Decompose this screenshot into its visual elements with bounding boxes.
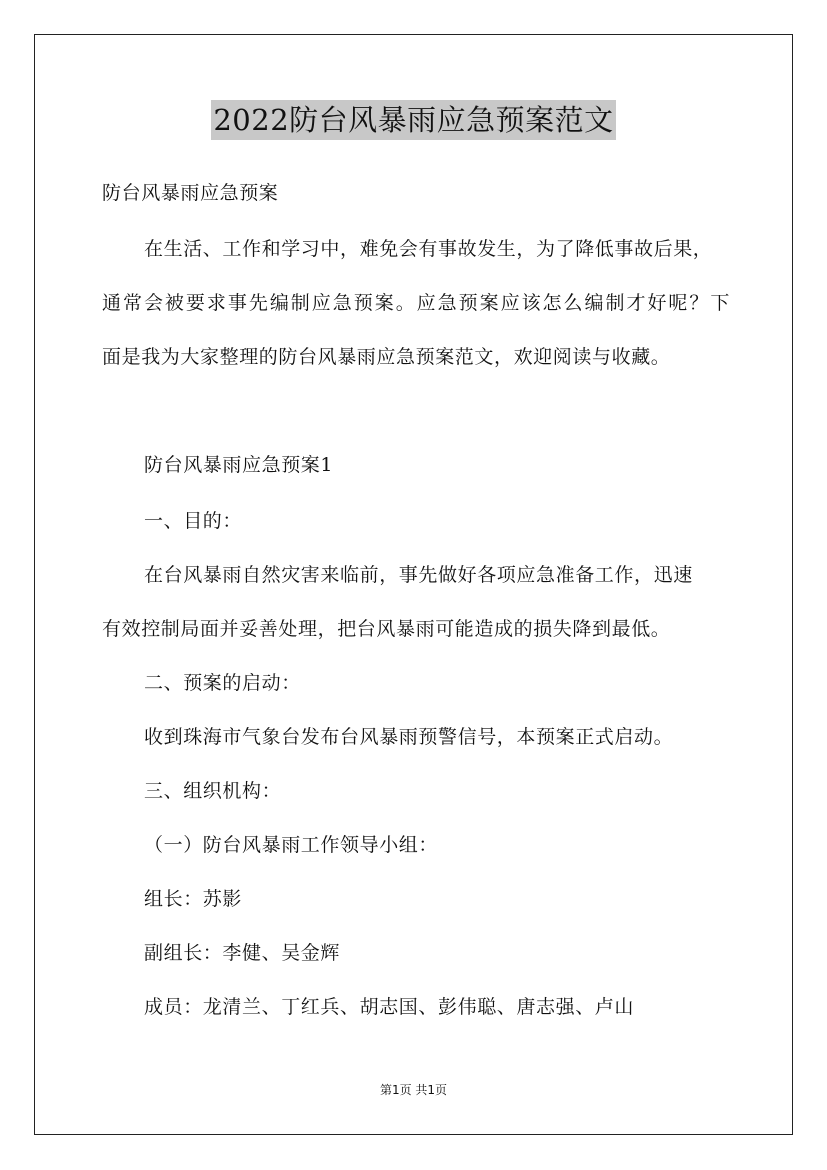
members-line: 成员：龙清兰、丁红兵、胡志国、彭伟聪、唐志强、卢山	[144, 996, 635, 1018]
document-title	[0, 100, 827, 140]
heading-organization: 三、组织机构：	[144, 780, 282, 802]
paragraph-purpose-line-1: 在台风暴雨自然灾害来临前，事先做好各项应急准备工作，迅速	[144, 564, 693, 586]
heading-leadership-group: （一）防台风暴雨工作领导小组：	[144, 834, 439, 856]
paragraph-intro-line-1: 在生活、工作和学习中，难免会有事故发生，为了降低事故后果，	[144, 238, 713, 260]
document-title-text: 2022防台风暴雨应急预案范文	[211, 100, 615, 140]
page-indicator: 第1页 共1页	[379, 1083, 448, 1097]
section-heading-plan-1: 防台风暴雨应急预案1	[144, 454, 334, 476]
group-leader-line: 组长：苏影	[144, 888, 243, 910]
paragraph-intro-line-3: 面是我为大家整理的防台风暴雨应急预案范文，欢迎阅读与收藏。	[102, 346, 671, 368]
paragraph-activation: 收到珠海市气象台发布台风暴雨预警信号，本预案正式启动。	[144, 726, 674, 748]
heading-purpose: 一、目的：	[144, 510, 243, 532]
deputy-leader-line: 副组长：李健、吴金辉	[144, 942, 341, 964]
paragraph-purpose-line-2: 有效控制局面并妥善处理，把台风暴雨可能造成的损失降到最低。	[102, 618, 671, 640]
subtitle-line: 防台风暴雨应急预案	[102, 182, 279, 204]
paragraph-intro-line-2: 通常会被要求事先编制应急预案。应急预案应该怎么编制才好呢？下	[102, 292, 730, 314]
heading-activation: 二、预案的启动：	[144, 672, 301, 694]
